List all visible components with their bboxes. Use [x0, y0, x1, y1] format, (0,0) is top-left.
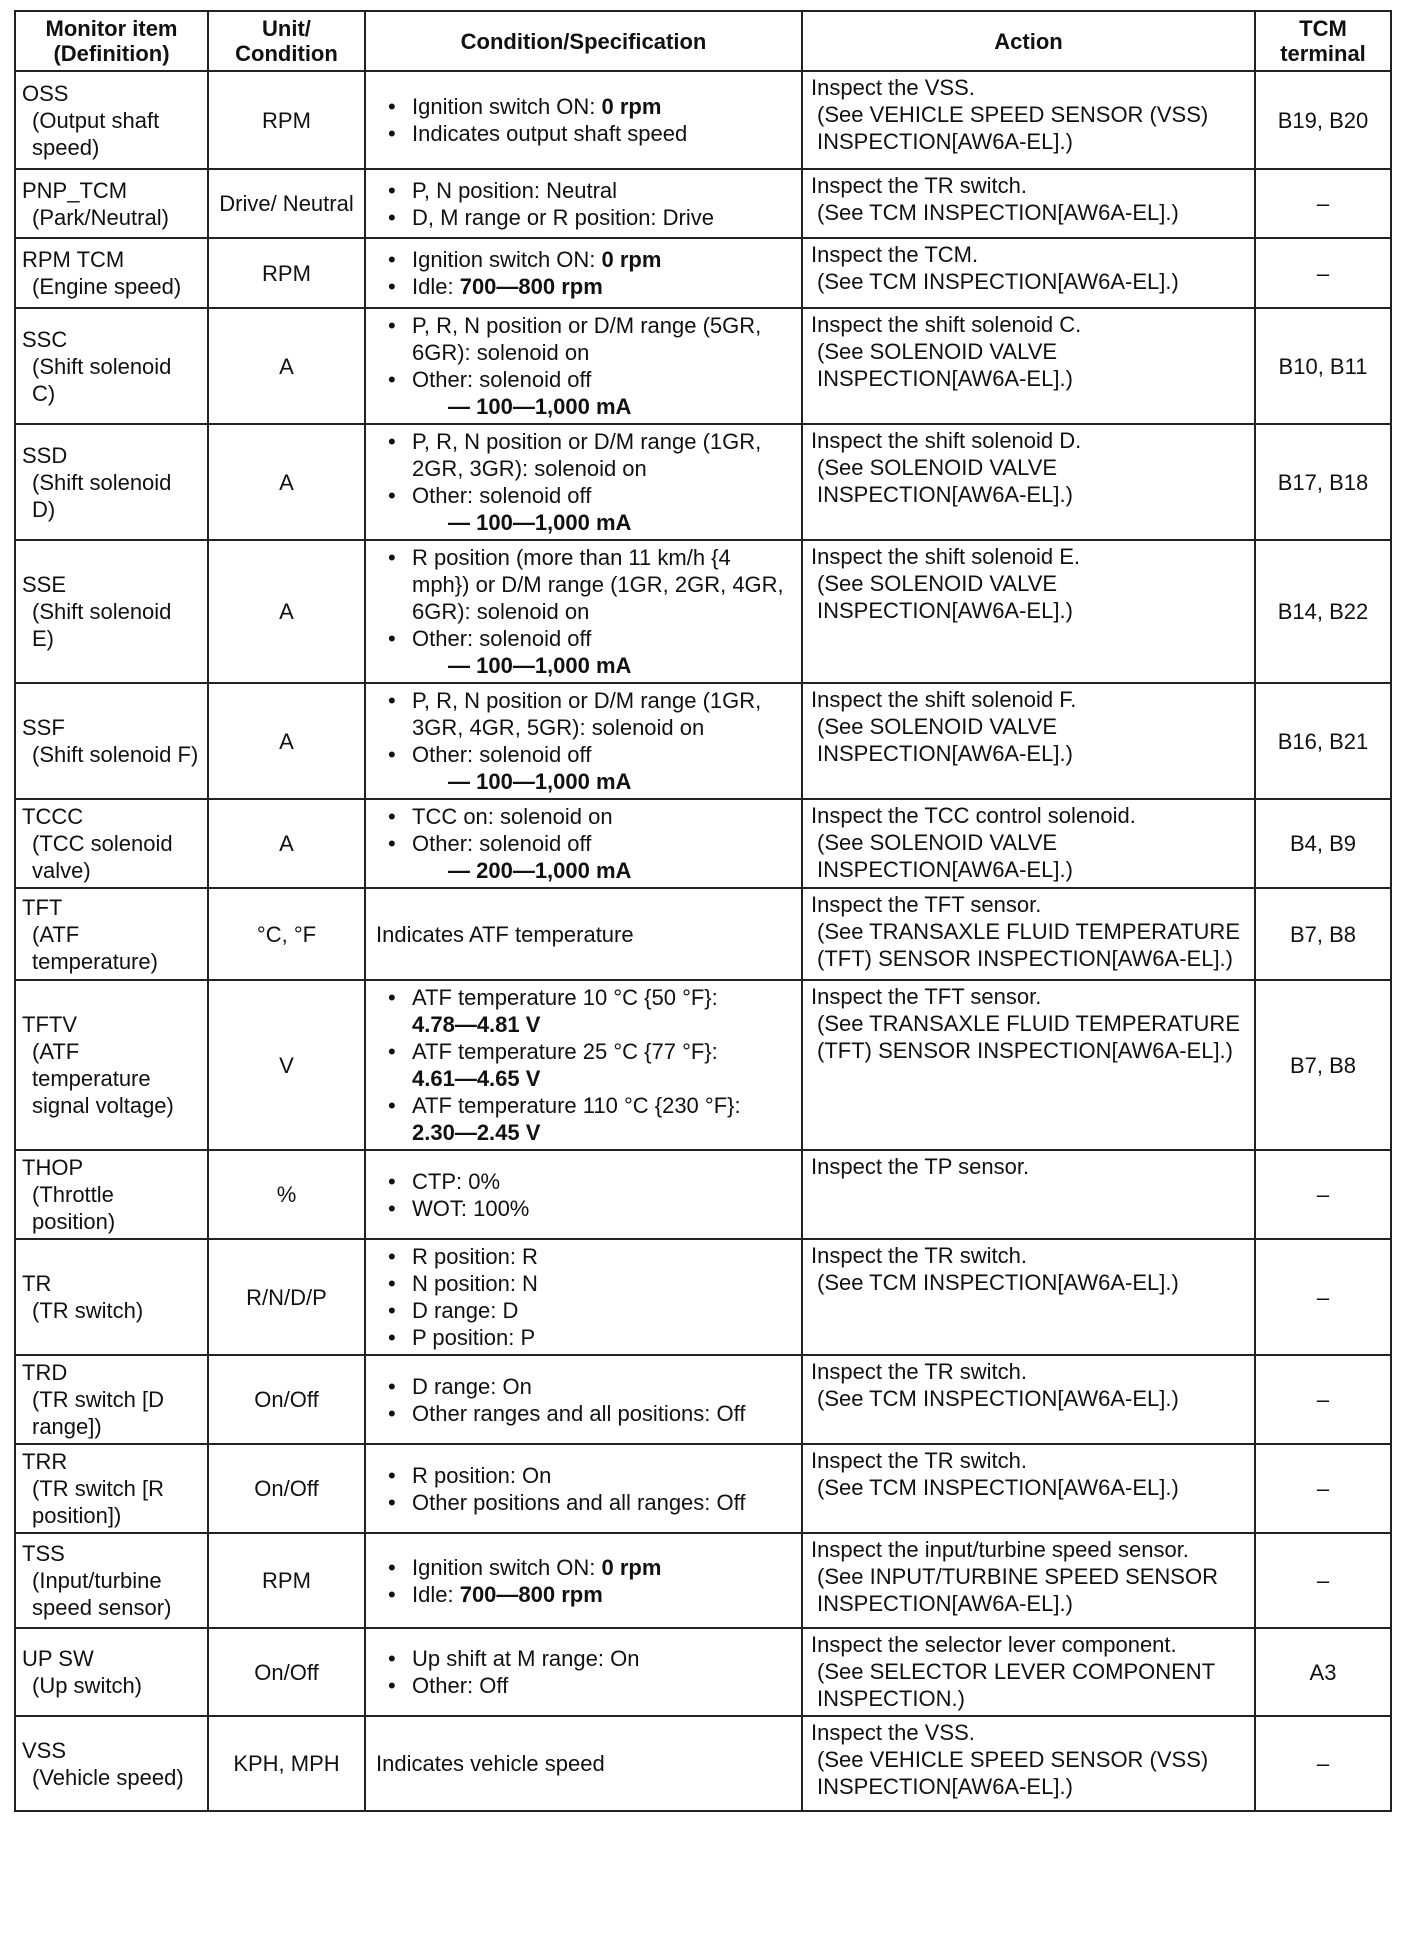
condition-item-text: N position: N — [412, 1271, 538, 1296]
table-row — [15, 1716, 1391, 1811]
action-reference: (See TCM INSPECTION[AW6A-EL].) — [817, 1475, 1179, 1500]
action-text: Inspect the shift solenoid C. — [811, 312, 1082, 337]
condition-item-text: D range: On — [412, 1373, 532, 1399]
unit-condition-cell: On/Off — [208, 1628, 365, 1716]
condition-item — [376, 1168, 793, 1195]
monitor-item-definition: (ATF temperature) — [32, 921, 158, 974]
monitor-item-definition: (TR switch [D range]) — [32, 1387, 164, 1439]
action-text: Inspect the shift solenoid E. — [811, 544, 1081, 569]
monitor-item-cell — [15, 1150, 208, 1239]
condition-item — [376, 204, 793, 231]
unit-condition-cell: V — [208, 980, 365, 1150]
condition-item-text: Up shift at M range: On — [412, 1646, 640, 1671]
condition-item-spec: — 100—1,000 mA — [448, 510, 632, 535]
condition-item — [376, 1400, 793, 1427]
monitor-item-definition: (TR switch [R position]) — [32, 1476, 164, 1528]
action-reference: (See SOLENOID VALVE INSPECTION[AW6A-EL].) — [817, 830, 1073, 882]
monitor-item-cell — [15, 169, 208, 238]
condition-item-value: 0 rpm — [601, 247, 662, 272]
condition-item — [376, 312, 793, 366]
monitor-item-table — [14, 10, 1392, 1812]
condition-item-text: Other positions and all ranges: Off — [412, 1489, 746, 1515]
action-text: Inspect the TCC control solenoid. — [811, 803, 1136, 828]
action-reference: (See SOLENOID VALVE INSPECTION[AW6A-EL].) — [817, 455, 1073, 507]
table-row — [15, 799, 1391, 888]
tcm-terminal-cell: B17, B18 — [1255, 424, 1391, 540]
unit-condition-cell: A — [208, 308, 365, 424]
unit-condition-cell: RPM — [208, 71, 365, 169]
action-cell — [802, 799, 1255, 888]
monitor-item-code: TCCC — [22, 804, 84, 829]
monitor-item-definition: (Up switch) — [32, 1673, 143, 1698]
table-row — [15, 238, 1391, 308]
condition-item-spec: — 100—1,000 mA — [448, 769, 632, 794]
header-item-line2: (Definition) — [53, 41, 170, 66]
table-row — [15, 1533, 1391, 1628]
condition-item — [376, 428, 793, 482]
monitor-item-definition: (Park/Neutral) — [32, 204, 169, 230]
tcm-terminal-cell: – — [1255, 1716, 1391, 1811]
action-cell — [802, 71, 1255, 169]
condition-spec-cell — [365, 308, 802, 424]
condition-item — [376, 1489, 793, 1516]
monitor-item-code: SSE — [22, 572, 67, 597]
action-text: Inspect the TFT sensor. — [811, 984, 1042, 1009]
condition-list — [376, 1645, 793, 1699]
header-item-line1: Monitor item — [45, 16, 178, 41]
table-row — [15, 71, 1391, 169]
action-cell — [802, 169, 1255, 238]
unit-condition-cell: A — [208, 424, 365, 540]
monitor-item-code: THOP — [22, 1155, 84, 1180]
action-text: Inspect the TR switch. — [811, 1243, 1028, 1268]
monitor-item-definition: (ATF temperature signal voltage) — [32, 1039, 174, 1118]
unit-condition-cell: °C, °F — [208, 888, 365, 980]
tcm-terminal-cell: B14, B22 — [1255, 540, 1391, 683]
monitor-item-code: SSC — [22, 326, 68, 352]
monitor-item-definition: (Shift solenoid E) — [32, 599, 172, 651]
unit-condition-cell: A — [208, 683, 365, 799]
header-condition: Condition/Specification — [365, 11, 802, 71]
monitor-item-definition: (TR switch) — [32, 1298, 144, 1323]
action-text: Inspect the TR switch. — [811, 1448, 1028, 1473]
tcm-terminal-cell: B16, B21 — [1255, 683, 1391, 799]
condition-item — [376, 1324, 793, 1351]
monitor-item-code: PNP_TCM — [22, 177, 128, 203]
unit-condition-cell: KPH, MPH — [208, 1716, 365, 1811]
monitor-item-definition: (Throttle position) — [32, 1182, 116, 1234]
action-text: Inspect the input/turbine speed sensor. — [811, 1537, 1189, 1562]
monitor-item-cell — [15, 540, 208, 683]
table-row — [15, 683, 1391, 799]
monitor-item-cell — [15, 1533, 208, 1628]
condition-item-text: Other: solenoid off — [412, 742, 592, 767]
condition-item — [376, 984, 793, 1038]
condition-item-text: TCC on: solenoid on — [412, 804, 613, 829]
condition-item-spec: — 200—1,000 mA — [448, 858, 632, 883]
condition-list — [376, 428, 793, 536]
condition-item-text: D range: D — [412, 1298, 519, 1323]
condition-list — [376, 1462, 793, 1516]
condition-item — [376, 1038, 793, 1092]
action-text: Inspect the TFT sensor. — [811, 892, 1042, 917]
unit-condition-cell: On/Off — [208, 1355, 365, 1444]
header-terminal-line1: TCM — [1299, 16, 1347, 41]
condition-item-text: R position (more than 11 km/h {4 mph}) or D/M range (1GR, 2GR, 4GR, 6GR): solenoid on — [412, 545, 784, 624]
condition-item — [376, 1672, 793, 1699]
action-cell — [802, 1355, 1255, 1444]
action-reference: (See VEHICLE SPEED SENSOR (VSS) INSPECTION[AW6A-EL].) — [817, 1747, 1209, 1799]
action-reference: (See TCM INSPECTION[AW6A-EL].) — [817, 1270, 1179, 1295]
condition-spec-cell — [365, 888, 802, 980]
condition-item — [376, 482, 793, 536]
condition-text: Indicates vehicle speed — [376, 1751, 605, 1776]
condition-item-spec: — 100—1,000 mA — [448, 394, 632, 419]
header-monitor-item — [15, 11, 208, 71]
condition-spec-cell — [365, 71, 802, 169]
condition-list — [376, 687, 793, 795]
condition-spec-cell — [365, 683, 802, 799]
condition-item-text: D, M range or R position: Drive — [412, 204, 714, 230]
condition-item — [376, 625, 793, 679]
condition-spec-cell — [365, 424, 802, 540]
table-row — [15, 980, 1391, 1150]
condition-item-value: 0 rpm — [601, 1554, 662, 1580]
condition-item-text: Other: solenoid off — [412, 831, 592, 856]
monitor-item-cell — [15, 1444, 208, 1533]
monitor-item-definition: (Input/turbine speed sensor) — [32, 1568, 172, 1620]
action-cell — [802, 308, 1255, 424]
tcm-terminal-cell: – — [1255, 169, 1391, 238]
condition-item — [376, 1554, 793, 1581]
condition-item-text: Indicates output shaft speed — [412, 121, 688, 146]
action-cell — [802, 683, 1255, 799]
condition-list — [376, 246, 793, 300]
condition-list — [376, 984, 793, 1146]
condition-item — [376, 1270, 793, 1297]
condition-item-text: Other ranges and all positions: Off — [412, 1400, 746, 1426]
table-body — [15, 71, 1391, 1811]
monitor-item-code: SSF — [22, 715, 65, 740]
condition-spec-cell — [365, 238, 802, 308]
table-row — [15, 1239, 1391, 1355]
action-reference: (See SOLENOID VALVE INSPECTION[AW6A-EL].) — [817, 714, 1073, 766]
monitor-item-definition: (Output shaft speed) — [32, 107, 160, 160]
monitor-item-code: TRD — [22, 1360, 68, 1385]
condition-item — [376, 273, 793, 300]
action-cell — [802, 888, 1255, 980]
condition-item-text: Other: solenoid off — [412, 483, 592, 508]
condition-list — [376, 1554, 793, 1608]
condition-item-text: P, N position: Neutral — [412, 177, 618, 203]
condition-item-text: P, R, N position or D/M range (5GR, 6GR): solenoid on — [412, 313, 762, 365]
action-cell — [802, 1716, 1255, 1811]
condition-item-text: Idle: — [412, 274, 460, 299]
condition-item-spec: 4.61—4.65 V — [412, 1066, 541, 1091]
tcm-terminal-cell: – — [1255, 1150, 1391, 1239]
monitor-item-cell — [15, 980, 208, 1150]
monitor-item-definition: (Vehicle speed) — [32, 1764, 184, 1790]
monitor-item-code: TFT — [22, 894, 63, 920]
action-text: Inspect the TR switch. — [811, 1359, 1028, 1384]
condition-item — [376, 544, 793, 625]
monitor-item-definition: (Shift solenoid C) — [32, 353, 172, 406]
unit-condition-cell: Drive/ Neutral — [208, 169, 365, 238]
monitor-item-code: TFTV — [22, 1012, 77, 1037]
monitor-item-code: SSD — [22, 442, 68, 468]
monitor-item-cell — [15, 683, 208, 799]
tcm-terminal-cell: B19, B20 — [1255, 71, 1391, 169]
monitor-item-code: TRR — [22, 1449, 68, 1474]
tcm-terminal-cell: B7, B8 — [1255, 888, 1391, 980]
condition-item — [376, 741, 793, 795]
condition-spec-cell — [365, 1628, 802, 1716]
action-text: Inspect the TP sensor. — [811, 1154, 1030, 1179]
monitor-item-cell — [15, 888, 208, 980]
condition-item-text: P position: P — [412, 1325, 536, 1350]
action-reference: (See TCM INSPECTION[AW6A-EL].) — [817, 200, 1179, 225]
action-reference: (See SOLENOID VALVE INSPECTION[AW6A-EL].) — [817, 571, 1073, 623]
header-action: Action — [802, 11, 1255, 71]
action-cell — [802, 980, 1255, 1150]
action-text: Inspect the TR switch. — [811, 173, 1028, 198]
table-row — [15, 1628, 1391, 1716]
table-row — [15, 308, 1391, 424]
condition-item — [376, 1373, 793, 1400]
condition-item-text: ATF temperature 25 °C {77 °F}: — [412, 1039, 718, 1064]
unit-condition-cell: On/Off — [208, 1444, 365, 1533]
condition-spec-cell — [365, 980, 802, 1150]
condition-item-text: R position: On — [412, 1462, 552, 1488]
action-reference: (See TRANSAXLE FLUID TEMPERATURE (TFT) SENSOR INSPECTION[AW6A-EL].) — [817, 919, 1240, 971]
tcm-terminal-cell: B4, B9 — [1255, 799, 1391, 888]
action-cell — [802, 1150, 1255, 1239]
condition-item-text: ATF temperature 10 °C {50 °F}: — [412, 985, 718, 1010]
action-reference: (See SOLENOID VALVE INSPECTION[AW6A-EL].) — [817, 339, 1073, 391]
condition-text: Indicates ATF temperature — [376, 921, 634, 947]
unit-condition-cell: A — [208, 799, 365, 888]
monitor-item-definition: (Shift solenoid D) — [32, 469, 172, 522]
action-reference: (See TCM INSPECTION[AW6A-EL].) — [817, 269, 1179, 294]
action-reference: (See SELECTOR LEVER COMPONENT INSPECTION.) — [817, 1659, 1215, 1711]
condition-item — [376, 1581, 793, 1608]
table-row — [15, 1444, 1391, 1533]
condition-list — [376, 177, 793, 231]
monitor-item-cell — [15, 1628, 208, 1716]
table-row — [15, 424, 1391, 540]
action-reference: (See VEHICLE SPEED SENSOR (VSS) INSPECTION[AW6A-EL].) — [817, 102, 1209, 154]
action-cell — [802, 424, 1255, 540]
tcm-terminal-cell: – — [1255, 1533, 1391, 1628]
condition-item — [376, 366, 793, 420]
action-text: Inspect the shift solenoid D. — [811, 428, 1082, 453]
unit-condition-cell: RPM — [208, 1533, 365, 1628]
condition-item-text: Ignition switch ON: — [412, 94, 602, 119]
condition-item-text: ATF temperature 110 °C {230 °F}: — [412, 1093, 741, 1118]
monitor-item-code: RPM TCM — [22, 247, 125, 272]
header-unit — [208, 11, 365, 71]
tcm-terminal-cell: – — [1255, 1444, 1391, 1533]
monitor-item-code: UP SW — [22, 1646, 94, 1671]
header-unit-line2: Condition — [235, 41, 338, 66]
action-cell — [802, 1239, 1255, 1355]
condition-item — [376, 1297, 793, 1324]
action-cell — [802, 1533, 1255, 1628]
condition-list — [376, 1373, 793, 1427]
action-cell — [802, 540, 1255, 683]
condition-spec-cell — [365, 1533, 802, 1628]
monitor-item-cell — [15, 424, 208, 540]
tcm-terminal-cell: B10, B11 — [1255, 308, 1391, 424]
condition-spec-cell — [365, 799, 802, 888]
condition-item — [376, 120, 793, 147]
table-row — [15, 169, 1391, 238]
monitor-item-code: VSS — [22, 1737, 67, 1763]
table-row — [15, 1355, 1391, 1444]
action-cell — [802, 238, 1255, 308]
monitor-item-sheet — [14, 10, 1390, 1812]
condition-item — [376, 177, 793, 204]
action-reference: (See INPUT/TURBINE SPEED SENSOR INSPECTION[AW6A-EL].) — [817, 1564, 1218, 1616]
unit-condition-cell: RPM — [208, 238, 365, 308]
monitor-item-code: OSS — [22, 80, 69, 106]
condition-item-value: 700—800 rpm — [459, 274, 603, 299]
condition-item-value: 0 rpm — [601, 94, 662, 119]
action-cell — [802, 1628, 1255, 1716]
condition-item-text: Other: solenoid off — [412, 626, 592, 651]
header-terminal-line2: terminal — [1280, 41, 1366, 66]
action-cell — [802, 1444, 1255, 1533]
monitor-item-cell — [15, 71, 208, 169]
condition-list — [376, 1243, 793, 1351]
condition-item-text: Idle: — [412, 1581, 460, 1607]
condition-list — [376, 93, 793, 147]
monitor-item-code: TR — [22, 1271, 52, 1296]
condition-item-text: Ignition switch ON: — [412, 1554, 602, 1580]
tcm-terminal-cell: – — [1255, 1355, 1391, 1444]
unit-condition-cell: % — [208, 1150, 365, 1239]
condition-item-spec: — 100—1,000 mA — [448, 653, 632, 678]
condition-item — [376, 830, 793, 884]
monitor-item-code: TSS — [22, 1541, 65, 1566]
condition-item — [376, 246, 793, 273]
tcm-terminal-cell: A3 — [1255, 1628, 1391, 1716]
condition-item-text: P, R, N position or D/M range (1GR, 2GR, 3GR): solenoid on — [412, 429, 762, 481]
header-row — [15, 11, 1391, 71]
header-terminal — [1255, 11, 1391, 71]
condition-item — [376, 93, 793, 120]
condition-item — [376, 803, 793, 830]
condition-list — [376, 803, 793, 884]
condition-item — [376, 1195, 793, 1222]
monitor-item-cell — [15, 799, 208, 888]
monitor-item-definition: (Engine speed) — [32, 274, 182, 299]
monitor-item-cell — [15, 238, 208, 308]
condition-spec-cell — [365, 540, 802, 683]
tcm-terminal-cell: – — [1255, 238, 1391, 308]
condition-item — [376, 1462, 793, 1489]
unit-condition-cell: A — [208, 540, 365, 683]
action-text: Inspect the shift solenoid F. — [811, 687, 1077, 712]
condition-item-spec: 4.78—4.81 V — [412, 1012, 541, 1037]
condition-item-text: WOT: 100% — [412, 1195, 530, 1221]
tcm-terminal-cell: – — [1255, 1239, 1391, 1355]
condition-item-spec: 2.30—2.45 V — [412, 1120, 541, 1145]
condition-item-text: Ignition switch ON: — [412, 247, 602, 272]
action-text: Inspect the selector lever component. — [811, 1632, 1177, 1657]
condition-item — [376, 687, 793, 741]
condition-item — [376, 1092, 793, 1146]
monitor-item-definition: (Shift solenoid F) — [32, 742, 199, 767]
condition-list — [376, 312, 793, 420]
condition-spec-cell — [365, 169, 802, 238]
action-text: Inspect the VSS. — [811, 75, 975, 100]
condition-item — [376, 1243, 793, 1270]
action-reference: (See TCM INSPECTION[AW6A-EL].) — [817, 1386, 1179, 1411]
monitor-item-cell — [15, 1716, 208, 1811]
table-row — [15, 1150, 1391, 1239]
unit-condition-cell: R/N/D/P — [208, 1239, 365, 1355]
monitor-item-definition: (TCC solenoid valve) — [32, 831, 173, 883]
condition-spec-cell — [365, 1355, 802, 1444]
condition-list — [376, 1168, 793, 1222]
condition-item-text: Other: solenoid off — [412, 367, 592, 392]
condition-item-text: R position: R — [412, 1244, 538, 1269]
action-reference: (See TRANSAXLE FLUID TEMPERATURE (TFT) SENSOR INSPECTION[AW6A-EL].) — [817, 1011, 1240, 1063]
action-text: Inspect the VSS. — [811, 1720, 975, 1745]
action-text: Inspect the TCM. — [811, 242, 979, 267]
condition-item-text: Other: Off — [412, 1673, 509, 1698]
condition-spec-cell — [365, 1716, 802, 1811]
monitor-item-cell — [15, 308, 208, 424]
condition-item — [376, 1645, 793, 1672]
monitor-item-cell — [15, 1355, 208, 1444]
condition-spec-cell — [365, 1239, 802, 1355]
condition-list — [376, 544, 793, 679]
table-row — [15, 540, 1391, 683]
table-row — [15, 888, 1391, 980]
condition-item-text: CTP: 0% — [412, 1168, 501, 1194]
condition-spec-cell — [365, 1150, 802, 1239]
condition-spec-cell — [365, 1444, 802, 1533]
condition-item-text: P, R, N position or D/M range (1GR, 3GR, 4GR, 5GR): solenoid on — [412, 688, 762, 740]
condition-item-value: 700—800 rpm — [459, 1581, 603, 1607]
tcm-terminal-cell: B7, B8 — [1255, 980, 1391, 1150]
header-unit-line1: Unit/ — [262, 16, 311, 41]
monitor-item-cell — [15, 1239, 208, 1355]
